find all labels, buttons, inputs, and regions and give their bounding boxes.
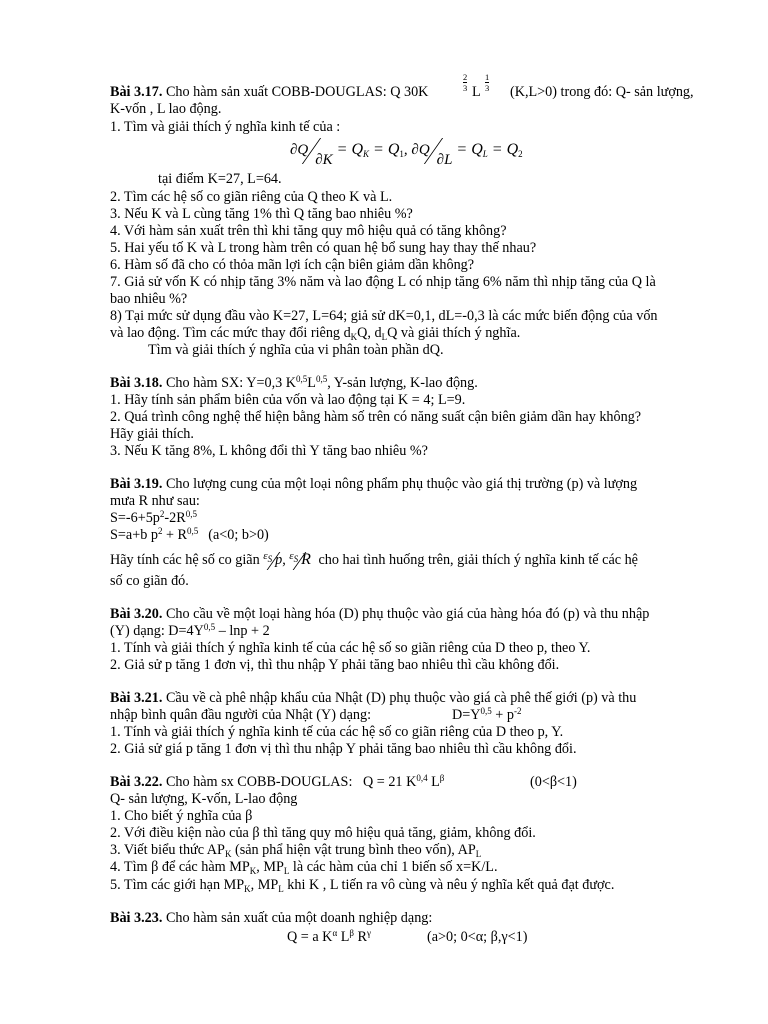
b318-q2: 2. Quá trình công nghệ thể hiện bằng hàm số trên có năng suất cận biên giảm dần hay không? bbox=[110, 409, 642, 425]
eq-dq2: , ∂Q bbox=[403, 142, 430, 158]
b318-intro-b: L bbox=[307, 375, 316, 391]
b322-title: Bài 3.22. bbox=[110, 774, 163, 790]
b319-f2-b: + R bbox=[162, 527, 187, 543]
b323-exp1: α bbox=[332, 928, 338, 938]
b322-heading-line bbox=[110, 774, 352, 791]
b321-title: Bài 3.21. bbox=[110, 690, 163, 706]
eq-sub-k: K bbox=[363, 149, 370, 159]
b317-q7a: 7. Giả sử vốn K có nhịp tăng 3% năm và lao động L có nhịp tăng 6% năm thì nhịp tăng của Q là bbox=[110, 274, 656, 290]
b323-exp2: β bbox=[349, 928, 354, 938]
b321-formula-a: D=Y bbox=[452, 707, 481, 723]
b317-q7b: bao nhiêu %? bbox=[110, 291, 188, 307]
b319-title: Bài 3.19. bbox=[110, 476, 163, 492]
b321-q1: 1. Tính và giải thích ý nghĩa kinh tế của các hệ số co giãn riêng của D theo p, Y. bbox=[110, 724, 564, 740]
b318-title: Bài 3.18. bbox=[110, 375, 163, 391]
b321-intro2 bbox=[110, 707, 371, 724]
b317-q8b-2: Q, d bbox=[357, 325, 382, 341]
b318-intro-a: Cho hàm SX: Y=0,3 K bbox=[162, 375, 297, 391]
b317-intro-c: (K,L>0) trong đó: Q- sản lượng, bbox=[510, 84, 694, 100]
eq-dl: ∂L bbox=[436, 152, 453, 168]
b317-line2: K-vốn , L lao động. bbox=[110, 101, 222, 117]
b317-exp-k-den: 3 bbox=[463, 83, 468, 93]
b320-intro2-a: (Y) dạng: D=4Y bbox=[110, 623, 204, 639]
b323-exp3: γ bbox=[366, 928, 371, 938]
b319-var-r: R bbox=[301, 551, 311, 568]
b322-q3-b: (sản phẩ hiện vật trung bình theo vốn), AP bbox=[231, 842, 476, 858]
b323-heading-line bbox=[110, 910, 432, 927]
b322-q4 bbox=[110, 859, 498, 876]
b318-heading-line bbox=[110, 375, 478, 392]
b323-intro: Cho hàm sản xuất của một doanh nghiệp dạng: bbox=[162, 910, 433, 926]
b323-title: Bài 3.23. bbox=[110, 910, 163, 926]
b319-f2-e1: 2 bbox=[157, 526, 163, 536]
b320-title: Bài 3.20. bbox=[110, 606, 163, 622]
b317-q8b-1: và lao động. Tìm các mức thay đổi riêng d bbox=[110, 325, 351, 341]
b318-exp1: 0,5 bbox=[296, 374, 308, 384]
b319-f1-a: S=-6+5p bbox=[110, 510, 160, 526]
b322-q3-l: L bbox=[475, 849, 482, 859]
b322-exp1: 0,4 bbox=[416, 773, 428, 783]
b320-exp: 0,5 bbox=[203, 622, 216, 632]
b322-cond: (0<β<1) bbox=[530, 774, 577, 790]
b322-formula-a: Q = 21 K bbox=[363, 774, 417, 790]
b321-intro: Cầu về cà phê nhập khẩu của Nhật (D) phụ thuộc vào giá cà phê thế giới (p) và thu bbox=[162, 690, 637, 706]
b320-intro2 bbox=[110, 623, 270, 640]
b317-q5: 5. Hai yếu tố K và L trong hàm trên có quan hệ bổ sung hay thay thế nhau? bbox=[110, 240, 537, 256]
b322-line2: Q- sản lượng, K-vốn, L-lao động bbox=[110, 791, 298, 807]
b319-eps-sr bbox=[289, 550, 298, 562]
b321-formula bbox=[452, 707, 521, 724]
b318-exp2: 0,5 bbox=[315, 374, 328, 384]
b317-q1: 1. Tìm và giải thích ý nghĩa kinh tế của : bbox=[110, 119, 341, 135]
b319-f1-e1: 2 bbox=[159, 509, 165, 519]
b319-f2-a: S=a+b p bbox=[110, 527, 158, 543]
b319-formula2 bbox=[110, 527, 269, 544]
b317-intro-a: Cho hàm sản xuất COBB-DOUGLAS: Q 30K bbox=[162, 84, 429, 100]
b322-q3-a: 3. Viết biểu thức AP bbox=[110, 842, 225, 858]
b317-point: tại điểm K=27, L=64. bbox=[158, 171, 282, 187]
b319-f1-b: -2R bbox=[164, 510, 186, 526]
eps-sub-s-2: S bbox=[293, 554, 299, 564]
eq-qk: = Q bbox=[336, 141, 364, 158]
b318-q2b: Hãy giải thích. bbox=[110, 426, 194, 442]
b317-q4: 4. Với hàm sản xuất trên thì khi tăng quy mô hiệu quả có tăng không? bbox=[110, 223, 507, 239]
b319-ask-c: số co giãn đó. bbox=[110, 573, 189, 589]
eq-q2: = Q bbox=[491, 141, 519, 158]
b317-exp-l-num: 1 bbox=[485, 72, 490, 82]
b317-title: Bài 3.17. bbox=[110, 84, 163, 100]
b319-intro2: mưa R như sau: bbox=[110, 493, 200, 509]
b319-intro: Cho lượng cung của một loại nông phẩm phụ thuộc vào giá thị trường (p) và lượng bbox=[162, 476, 638, 492]
eq-sub-2: 2 bbox=[518, 149, 523, 159]
eq-dk: ∂K bbox=[315, 152, 333, 168]
b318-q1: 1. Hãy tính sản phẩm biên của vốn và lao động tại K = 4; L=9. bbox=[110, 392, 466, 408]
b322-q4-a: 4. Tìm β để các hàm MP bbox=[110, 859, 250, 875]
b317-q8b bbox=[110, 325, 520, 342]
eps-symbol: ε bbox=[263, 550, 268, 562]
b323-formula bbox=[287, 929, 371, 946]
b319-ask-b: cho hai tình huống trên, giải thích ý nghĩa kinh tế các hệ bbox=[318, 552, 638, 568]
b317-intro-b: L bbox=[472, 84, 481, 100]
b320-heading-line bbox=[110, 606, 649, 623]
b321-exp2: -2 bbox=[513, 706, 522, 716]
b322-q1: 1. Cho biết ý nghĩa của β bbox=[110, 808, 253, 824]
b320-q2: 2. Giả sử p tăng 1 đơn vị, thì thu nhập Y phải tăng bao nhiêu thì cầu không đổi. bbox=[110, 657, 560, 673]
b317-q8b-3: Q và giải thích ý nghĩa. bbox=[387, 325, 521, 341]
b319-f2-c: (a<0; b>0) bbox=[208, 527, 269, 543]
b319-formula1 bbox=[110, 510, 197, 527]
b318-intro-c: , Y-sản lượng, K-lao động. bbox=[327, 375, 478, 391]
eq-dq: ∂Q bbox=[290, 142, 309, 158]
b317-derivative-equation bbox=[290, 138, 523, 169]
b323-cond: (a>0; 0<α; β,γ<1) bbox=[427, 929, 528, 945]
b317-q8a: 8) Tại mức sử dụng đầu vào K=27, L=64; giả sử dK=0,1, dL=-0,3 là các mức biến động của vốn bbox=[110, 308, 658, 324]
b322-q5-l: L bbox=[278, 884, 284, 894]
b320-q1: 1. Tính và giải thích ý nghĩa kinh tế của các hệ số so giãn riêng của D theo p, theo Y. bbox=[110, 640, 591, 656]
b319-eps-sp bbox=[263, 550, 272, 562]
b318-q3: 3. Nếu K tăng 8%, L không đổi thì Y tăng bao nhiêu %? bbox=[110, 443, 428, 459]
b322-q5-b: , MP bbox=[250, 877, 279, 893]
b317-exp-k-num: 2 bbox=[463, 72, 468, 82]
eq-sub-l: L bbox=[482, 149, 488, 159]
b321-exp1: 0,5 bbox=[480, 706, 492, 716]
b317-exp-l-den: 3 bbox=[485, 83, 490, 93]
b320-intro: Cho cầu về một loại hàng hóa (D) phụ thuộc vào giá của hàng hóa đó (p) và thu nhập bbox=[162, 606, 650, 622]
b317-q8c: Tìm và giải thích ý nghĩa của vi phân toàn phần dQ. bbox=[148, 342, 444, 358]
b322-q3-k: K bbox=[224, 849, 232, 859]
b321-formula-b: + p bbox=[491, 707, 514, 723]
b319-heading-line bbox=[110, 476, 637, 493]
b322-q5-c: khi K , L tiến ra vô cùng và nêu ý nghĩa kết quả đạt được. bbox=[283, 877, 615, 893]
b322-exp2: β bbox=[439, 773, 445, 783]
b322-q4-b: , MP bbox=[256, 859, 284, 875]
b319-f2-e2: 0,5 bbox=[187, 526, 199, 536]
eps-symbol-2: ε bbox=[289, 550, 294, 562]
b322-q3 bbox=[110, 842, 481, 859]
b317-q2: 2. Tìm các hệ số co giãn riêng của Q theo K và L. bbox=[110, 189, 393, 205]
b323-formula-a: Q = a K bbox=[287, 929, 333, 945]
b319-f1-e2: 0,5 bbox=[185, 509, 197, 519]
b322-q2: 2. Với điều kiện nào của β thì tăng quy mô hiệu quả tăng, giảm, không đổi. bbox=[110, 825, 536, 841]
b322-q4-c: là các hàm của chỉ 1 biến số x=K/L. bbox=[289, 859, 498, 875]
b317-q3: 3. Nếu K và L cùng tăng 1% thì Q tăng bao nhiêu %? bbox=[110, 206, 413, 222]
eq-q1: = Q bbox=[373, 141, 400, 158]
eq-ql: = Q bbox=[456, 141, 483, 158]
b321-heading-line bbox=[110, 690, 636, 707]
b317-q6: 6. Hàm số đã cho có thỏa mãn lợi ích cận biên giảm dần không? bbox=[110, 257, 475, 273]
b322-q5-k: K bbox=[244, 884, 251, 894]
b322-q5 bbox=[110, 877, 614, 894]
b321-intro2-text: nhập bình quân đầu người của Nhật (Y) dạng: bbox=[110, 707, 372, 723]
b317-heading-line bbox=[110, 84, 428, 101]
b321-q2: 2. Giả sử giá p tăng 1 đơn vị thì thu nhập Y phải tăng bao nhiêu thì cầu không đổi. bbox=[110, 741, 577, 757]
b319-ask-a: Hãy tính các hệ số co giãn bbox=[110, 552, 260, 568]
b322-q4-l: L bbox=[283, 866, 290, 876]
b323-formula-b: L bbox=[337, 929, 350, 945]
eq-sub-1: 1 bbox=[399, 149, 404, 159]
b319-var-p: p bbox=[275, 552, 283, 568]
b319-ask-line: Hãy tính các hệ số co giãn $^{\varepsilon_S}$ p, $^{\varepsilon_S}$ R cho hai tình huống trên, giải thích ý nghĩa kinh tế các hệ bbox=[110, 550, 638, 568]
b317-exp-l bbox=[485, 73, 489, 92]
b322-intro-a: Cho hàm sx COBB-DOUGLAS: bbox=[162, 774, 353, 790]
eps-sub-s: S bbox=[267, 554, 273, 564]
b320-intro2-b: – lnp + 2 bbox=[215, 623, 270, 639]
b322-formula bbox=[363, 774, 444, 791]
b322-q4-k: K bbox=[249, 866, 257, 876]
b317-exp-k bbox=[463, 73, 467, 92]
b317-q8b-l: L bbox=[381, 332, 388, 342]
b322-q5-a: 5. Tìm các giới hạn MP bbox=[110, 877, 245, 893]
b317-q8b-k: K bbox=[350, 332, 358, 342]
b323-formula-c: R bbox=[353, 929, 367, 945]
b322-formula-b: L bbox=[427, 774, 440, 790]
